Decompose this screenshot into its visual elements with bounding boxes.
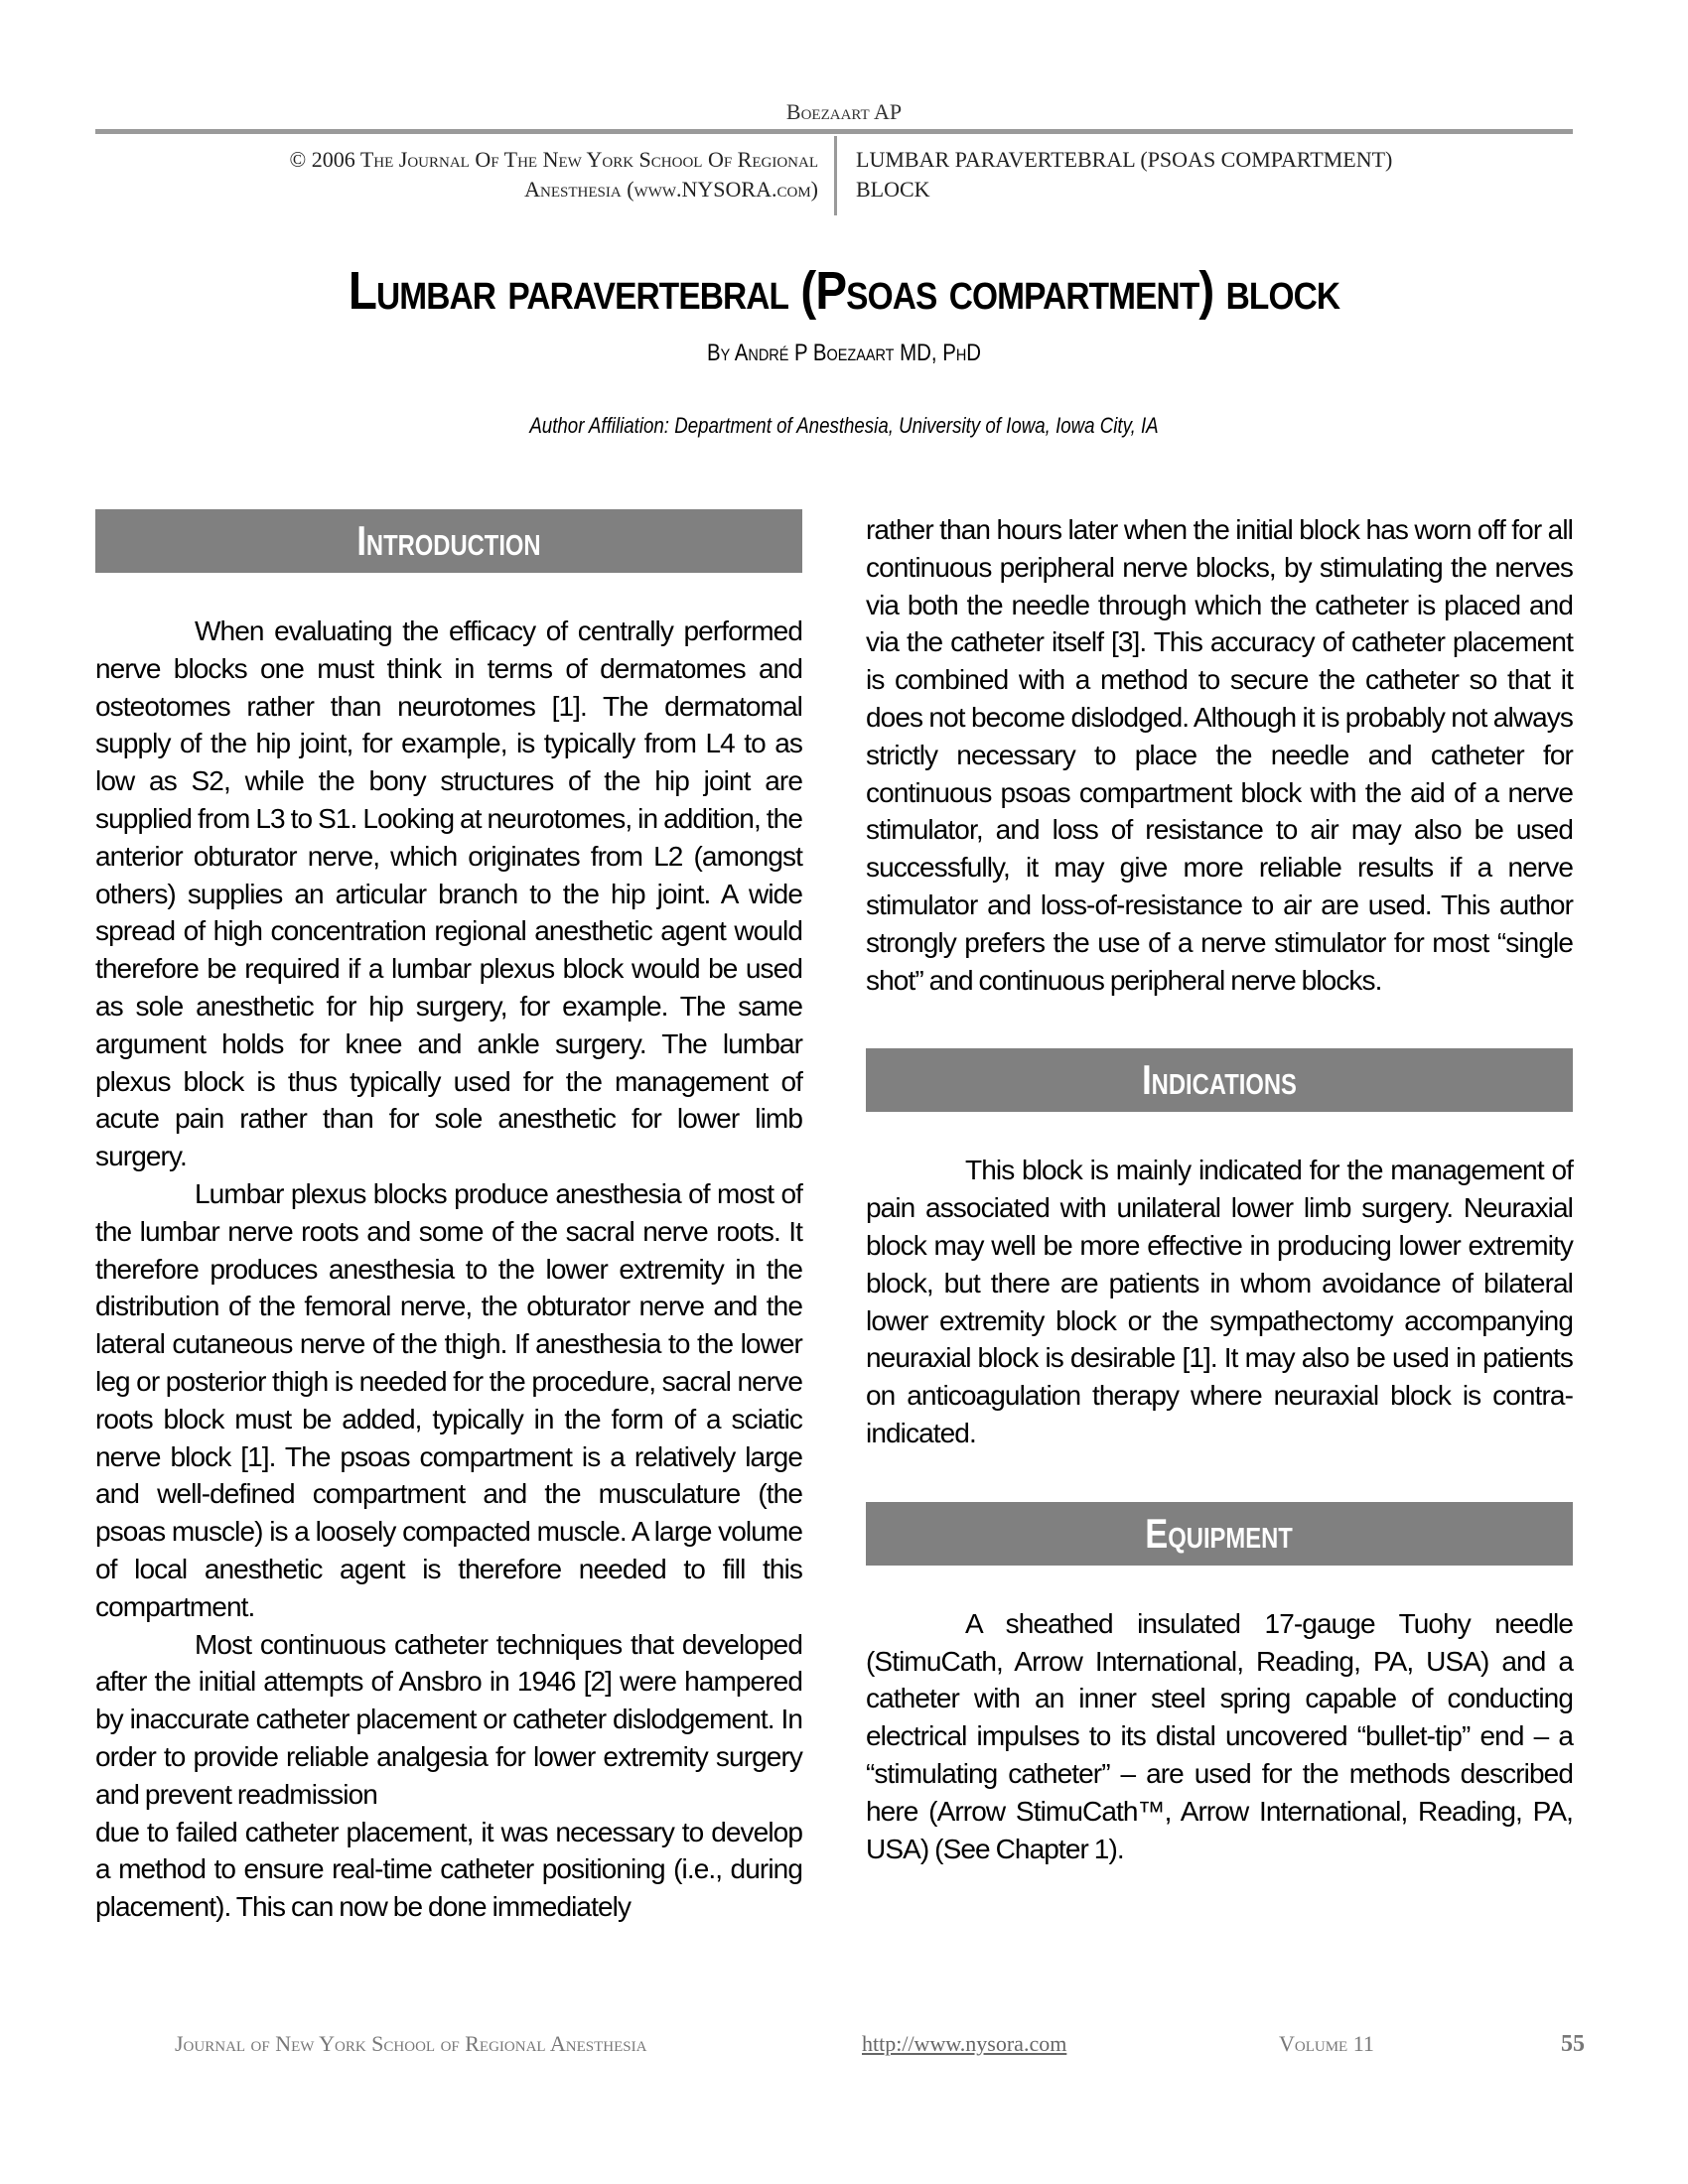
right-column xyxy=(866,511,1573,1867)
section-heading-text: Indications xyxy=(1142,1056,1297,1104)
header-divider xyxy=(834,136,837,215)
section-heading-text: Introduction xyxy=(356,517,541,564)
copyright-line-1: © 2006 The Journal Of The New York School Of Regional xyxy=(289,147,818,172)
header-rule xyxy=(95,129,1573,134)
section-heading-text: Equipment xyxy=(1145,1509,1294,1557)
paragraph: Lumbar plexus blocks produce anesthesia of most of the lumbar nerve roots and some of the sacral nerve roots. It therefore produces anesthesia to the lower extremity in the distribution of the femoral nerve, the obturator nerve and the lateral cutaneous nerve of the thigh. If anesthesia to the lower leg or posterior thigh is needed for the procedure, sacral nerve roots block must be added, typically in the form of a sciatic nerve block [1]. The psoas compartment is a relatively large and well-defined compartment and the musculature (the psoas muscle) is a loosely compacted muscle. A large volume of local anesthetic agent is therefore needed to fill this compartment. xyxy=(95,1177,802,1622)
section-heading-equipment xyxy=(866,1502,1573,1566)
paragraph: due to failed catheter placement, it was necessary to develop a method to ensure real-time catheter positioning (i.e., during placement). This can now be done immediately xyxy=(95,1816,802,1923)
article-byline: By André P Boezaart MD, PhD xyxy=(706,340,982,366)
header-title-line-1: LUMBAR PARAVERTEBRAL (PSOAS COMPARTMENT) xyxy=(856,147,1393,172)
paragraph: rather than hours later when the initial block has worn off for all continuous peripheral nerve blocks, by stimulating the nerves via both the needle through which the catheter is placed and via the catheter itself [3]. This accuracy of catheter placement is combined with a method to secure the catheter so that it does not become dislodged. Although it is probably not always strictly necessary to place the needle and catheter for continuous psoas compartment block with the aid of a nerve stimulator, and loss of resistance to air may also be used successfully, it may give more reliable results if a nerve stimulator and loss-of-resistance to air are used. This author strongly prefers the use of a nerve stimulator for most “single shot” and continuous peripheral nerve blocks. xyxy=(866,514,1573,996)
article-title: Lumbar paravertebral (Psoas compartment) block xyxy=(348,261,1340,321)
footer-volume: Volume 11 xyxy=(1279,2031,1374,2056)
paragraph: A sheathed insulated 17-gauge Tuohy needle (StimuCath, Arrow International, Reading, PA, USA) and a catheter with an inner steel spring capable of conducting electrical impulses to its distal uncovered “bullet-tip” end – a “stimulating catheter” – are used for the methods described here (Arrow StimuCath™, Arrow International, Reading, PA, USA) (See Chapter 1). xyxy=(866,1607,1573,1864)
author-affiliation: Author Affiliation: Department of Anesthesia, University of Iowa, Iowa City, IA xyxy=(529,413,1159,438)
copyright-notice xyxy=(95,145,818,205)
left-column xyxy=(95,509,802,1926)
section-heading-introduction xyxy=(95,509,802,573)
header-article-title xyxy=(856,145,1571,205)
page-number: 55 xyxy=(1561,2031,1585,2057)
paragraph: When evaluating the efficacy of centrally performed nerve blocks one must think in terms of dermatomes and osteotomes rather than neurotomes [1]. The dermatomal supply of the hip joint, for example, is typically from L4 to as low as S2, while the bony structures of the hip joint are supplied from L3 to S1. Looking at neurotomes, in addition, the anterior obturator nerve, which originates from L2 (amongst others) supplies an articular branch to the hip joint. A wide spread of high concentration regional anesthetic agent would therefore be required if a lumbar plexus block would be used as sole anesthetic for hip surgery, for example. The same argument holds for knee and ankle surgery. The lumbar plexus block is thus typically used for the management of acute pain rather than for sole anesthetic for lower limb surgery. xyxy=(95,615,802,1172)
footer-url-link[interactable]: http://www.nysora.com xyxy=(862,2031,1067,2056)
footer-journal-name: Journal of New York School of Regional Anesthesia xyxy=(175,2031,647,2056)
header-title-line-2: BLOCK xyxy=(856,177,930,202)
paragraph: This block is mainly indicated for the management of pain associated with unilateral lower limb surgery. Neuraxial block may well be more effective in producing lower extremity block, but there are patients in whom avoidance of bilateral lower extremity block or the sympathectomy accompanying neuraxial block is desirable [1]. It may also be used in patients on anticoagulation therapy where neuraxial block is contra-indicated. xyxy=(866,1155,1573,1448)
running-head: Boezaart AP xyxy=(785,99,903,124)
paragraph: Most continuous catheter techniques that developed after the initial attempts of Ansbro in 1946 [2] were hampered by inaccurate catheter placement or catheter dislodgement. In order to provide reliable analgesia for lower extremity surgery and prevent readmission xyxy=(95,1628,802,1810)
copyright-line-2: Anesthesia (www.NYSORA.com) xyxy=(524,177,818,202)
section-heading-indications xyxy=(866,1048,1573,1112)
